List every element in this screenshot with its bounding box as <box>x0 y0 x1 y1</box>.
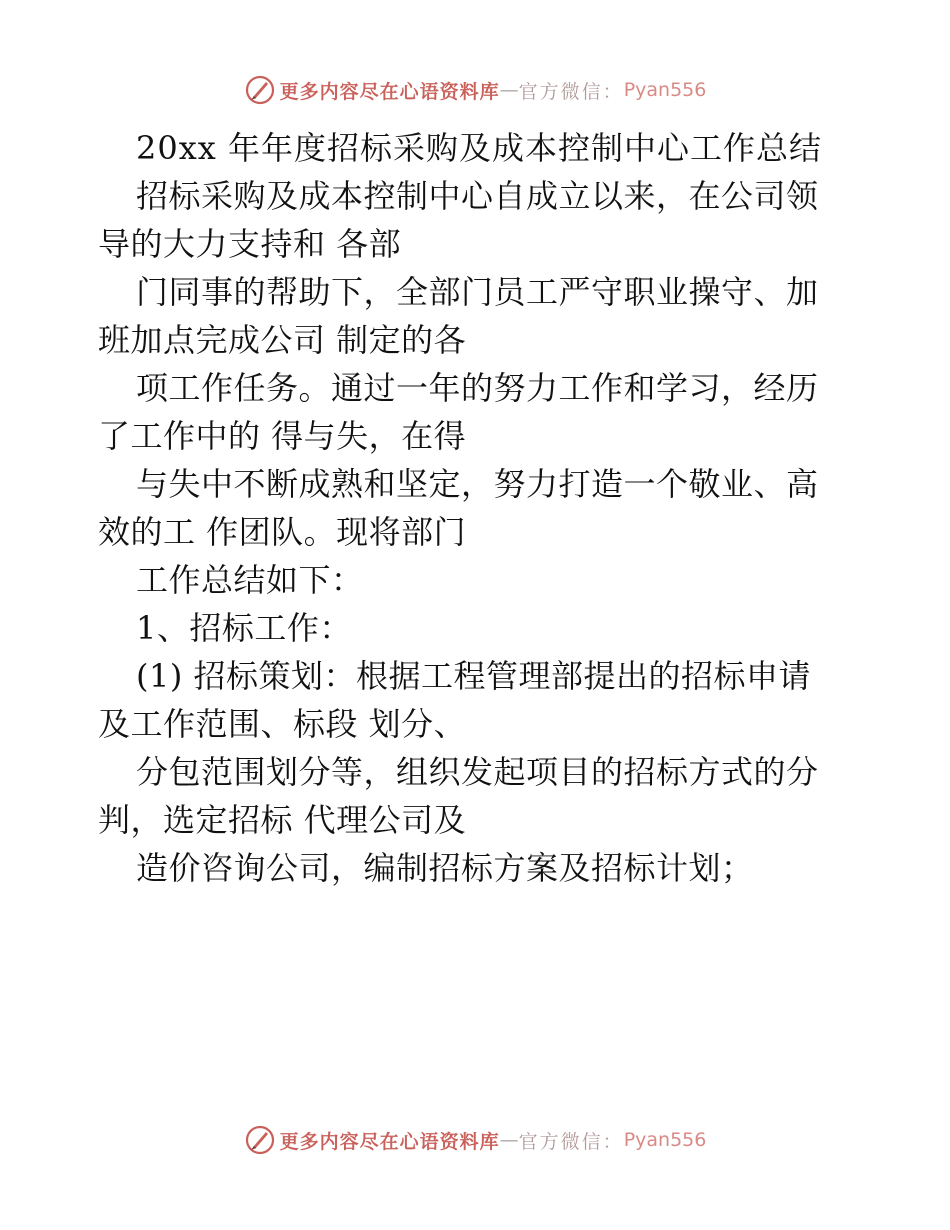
document-line: 门同事的帮助下，全部门员工严守职业操守、加 <box>136 273 819 311</box>
watermark-dash: — <box>499 1129 519 1151</box>
watermark-brand: 更多内容尽在心语资料库 <box>279 80 500 103</box>
document-line: 造价咨询公司，编制招标方案及招标计划； <box>136 849 754 887</box>
feather-pen-logo-icon <box>244 1124 276 1156</box>
document-line: 了工作中的 得与失，在得 <box>98 417 467 455</box>
feather-pen-logo-icon <box>244 74 276 106</box>
watermark-official-label: 官方微信： <box>518 80 624 103</box>
watermark-dash: — <box>499 79 519 101</box>
document-line: 导的大力支持和 各部 <box>98 225 402 263</box>
document-line: 判，选定招标 代理公司及 <box>98 801 467 839</box>
document-line: 1、招标工作： <box>136 609 352 647</box>
watermark-wechat-id: Pyan556 <box>623 1129 707 1151</box>
watermark-official-label: 官方微信： <box>518 1130 624 1153</box>
document-line: 班加点完成公司 制定的各 <box>98 321 467 359</box>
watermark-brand: 更多内容尽在心语资料库 <box>279 1130 500 1153</box>
document-line: 工作总结如下： <box>136 561 364 599</box>
document-title: 20xx 年年度招标采购及成本控制中心工作总结 <box>136 129 822 167</box>
footer-watermark <box>0 1120 950 1160</box>
document-line: (1) 招标策划：根据工程管理部提出的招标申请 <box>136 657 812 695</box>
document-line: 分包范围划分等，组织发起项目的招标方式的分 <box>136 753 819 791</box>
header-watermark <box>0 70 950 110</box>
document-lines <box>98 172 858 892</box>
document-line: 招标采购及成本控制中心自成立以来，在公司领 <box>136 177 819 215</box>
document-line: 项工作任务。通过一年的努力工作和学习，经历 <box>136 369 819 407</box>
watermark-wechat-id: Pyan556 <box>623 79 707 101</box>
document-line: 及工作范围、标段 划分、 <box>98 705 467 743</box>
document-body <box>98 124 858 892</box>
document-line: 效的工 作团队。现将部门 <box>98 513 467 551</box>
document-line: 与失中不断成熟和坚定，努力打造一个敬业、高 <box>136 465 819 503</box>
